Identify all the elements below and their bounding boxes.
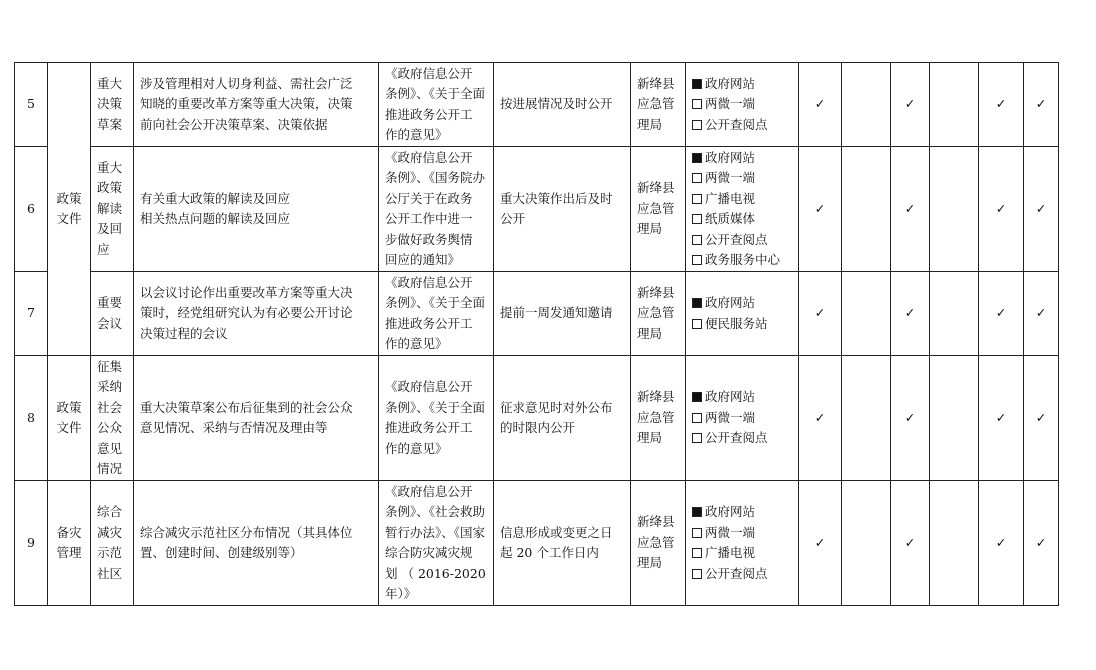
organization-cell — [631, 272, 686, 356]
basis-cell — [379, 481, 494, 606]
text-line: 作的意见》 — [385, 336, 448, 351]
channel-item — [692, 209, 792, 230]
text-line: 置、创建时间、创建级别等） — [140, 545, 303, 560]
text-line: 提前一周发通知邀请 — [500, 305, 613, 321]
text-line: 应急管 — [637, 534, 675, 550]
channel-item — [692, 250, 792, 271]
text-line: 《政府信息公开 — [385, 379, 473, 394]
empty-check-cell — [930, 63, 979, 147]
channel-item — [692, 314, 792, 335]
channel-item — [692, 293, 792, 314]
empty-check-cell — [842, 63, 891, 147]
item-cell — [91, 272, 134, 356]
text-line: 作的意见》 — [385, 127, 448, 142]
channel-label: 便民服务站 — [705, 315, 768, 331]
table-row — [15, 356, 1059, 481]
text-line: 管理 — [56, 545, 82, 560]
text-line: 政策 — [97, 180, 123, 196]
organization-cell — [631, 481, 686, 606]
checked-square-icon — [692, 392, 702, 402]
text-line: 社会 — [97, 399, 123, 415]
channel-item — [692, 387, 792, 408]
text-line: 新绛县 — [637, 75, 675, 91]
channel-label: 广播电视 — [705, 190, 756, 206]
checkmark-icon: ✓ — [1024, 356, 1059, 481]
channels-cell — [686, 63, 799, 147]
channel-label: 两微一端 — [705, 524, 756, 540]
table-row — [15, 63, 1059, 147]
empty-square-icon — [692, 99, 702, 109]
row-number: 9 — [15, 481, 48, 606]
channel-label: 两微一端 — [705, 409, 756, 425]
item-cell — [91, 481, 134, 606]
text-line: 文件 — [56, 420, 82, 435]
empty-square-icon — [692, 173, 702, 183]
text-line: 综合减灾示范社区分布情况（其具体位 — [140, 524, 353, 540]
empty-check-cell — [842, 272, 891, 356]
text-line: 社区 — [97, 565, 123, 581]
channel-label: 两微一端 — [705, 96, 756, 112]
text-line: 决策过程的会议 — [140, 325, 228, 341]
organization-cell — [631, 147, 686, 272]
table-row — [15, 147, 1059, 272]
text-line: 涉及管理相对人切身利益、需社会广泛 — [140, 75, 353, 91]
content-cell — [134, 356, 379, 481]
time-limit-cell — [494, 356, 631, 481]
text-line: 作的意见》 — [385, 440, 448, 456]
category-cell — [48, 356, 91, 481]
table-row — [15, 481, 1059, 606]
text-line: 重要 — [97, 295, 123, 310]
row-number: 8 — [15, 356, 48, 481]
checkmark-icon: ✓ — [979, 356, 1024, 481]
empty-check-cell — [930, 481, 979, 606]
text-line: 条例》、《社会救助 — [385, 504, 486, 519]
text-line: 综合 — [97, 504, 123, 519]
channel-item — [692, 408, 792, 429]
channel-item — [692, 230, 792, 251]
channel-item — [692, 543, 792, 564]
empty-square-icon — [692, 548, 702, 558]
text-line: 应急管 — [637, 409, 675, 425]
basis-cell — [379, 356, 494, 481]
empty-check-cell — [930, 272, 979, 356]
checkmark-icon: ✓ — [1024, 63, 1059, 147]
content-cell — [134, 63, 379, 147]
empty-square-icon — [692, 569, 702, 579]
text-line: 理局 — [637, 221, 663, 237]
checkmark-icon: ✓ — [1024, 481, 1059, 606]
row-number: 7 — [15, 272, 48, 356]
channel-label: 政府网站 — [705, 504, 756, 519]
empty-check-cell — [930, 147, 979, 272]
text-line: 暂行办法》、《国家 — [385, 524, 486, 540]
text-line: 推进政务公开工 — [385, 106, 473, 122]
text-line: 及回 — [97, 221, 123, 237]
text-line: 决策 — [97, 96, 123, 112]
text-line: 回应的通知》 — [385, 252, 461, 267]
text-line: 信息形成或变更之日 — [500, 524, 613, 540]
text-line: 意见情况、采纳与否情况及理由等 — [140, 420, 328, 435]
text-line: 情况 — [97, 461, 123, 476]
disclosure-table — [14, 62, 1059, 606]
checkmark-icon: ✓ — [891, 63, 930, 147]
row-number: 5 — [15, 63, 48, 147]
channel-item — [692, 74, 792, 95]
checkmark-icon: ✓ — [891, 481, 930, 606]
checkmark-icon: ✓ — [799, 63, 842, 147]
text-line: 新绛县 — [637, 180, 675, 196]
text-line: 征求意见时对外公布 — [500, 399, 613, 415]
text-line: 公开 — [500, 211, 526, 226]
text-line: 推进政务公开工 — [385, 420, 473, 435]
text-line: 示范 — [97, 545, 123, 560]
basis-cell — [379, 147, 494, 272]
text-line: 重大 — [97, 75, 123, 91]
basis-cell — [379, 272, 494, 356]
text-line: 应急管 — [637, 305, 675, 321]
text-line: 理局 — [637, 116, 663, 132]
category-cell — [48, 481, 91, 606]
text-line: 《政府信息公开 — [385, 149, 473, 165]
text-line: 征集 — [97, 358, 123, 374]
checkmark-icon: ✓ — [891, 356, 930, 481]
text-line: 综合防灾减灾规 — [385, 545, 473, 560]
text-line: 备灾 — [56, 524, 82, 540]
empty-square-icon — [692, 413, 702, 423]
text-line: 推进政务公开工 — [385, 315, 473, 331]
empty-square-icon — [692, 319, 702, 329]
channel-label: 公开查阅点 — [705, 565, 768, 581]
text-line: 条例》、《国务院办 — [385, 170, 486, 185]
text-line: 政策 — [56, 190, 82, 206]
text-line: 应急管 — [637, 200, 675, 216]
channel-label: 政府网站 — [705, 295, 756, 310]
channel-label: 广播电视 — [705, 545, 756, 560]
category-cell — [48, 63, 91, 356]
item-cell — [91, 356, 134, 481]
checkmark-icon: ✓ — [799, 481, 842, 606]
channel-item — [692, 148, 792, 169]
channel-label: 两微一端 — [705, 170, 756, 185]
checkmark-icon: ✓ — [891, 272, 930, 356]
empty-square-icon — [692, 235, 702, 245]
text-line: 有关重大政策的解读及回应 — [140, 190, 291, 206]
text-line: 年）》 — [385, 586, 417, 601]
checkmark-icon: ✓ — [979, 272, 1024, 356]
text-line: 以会议讨论作出重要改革方案等重大决 — [140, 284, 353, 300]
empty-check-cell — [842, 481, 891, 606]
organization-cell — [631, 356, 686, 481]
channel-label: 公开查阅点 — [705, 116, 768, 132]
text-line: 策时，经党组研究认为有必要公开讨论 — [140, 305, 353, 321]
text-line: 《政府信息公开 — [385, 483, 473, 499]
empty-square-icon — [692, 433, 702, 443]
checkmark-icon: ✓ — [799, 147, 842, 272]
text-line: 解读 — [97, 200, 123, 216]
channels-cell — [686, 356, 799, 481]
organization-cell — [631, 63, 686, 147]
text-line: 重大决策作出后及时 — [500, 190, 613, 206]
empty-square-icon — [692, 528, 702, 538]
channel-item — [692, 168, 792, 189]
checkmark-icon: ✓ — [979, 481, 1024, 606]
checkmark-icon: ✓ — [799, 356, 842, 481]
text-line: 条例》、《关于全面 — [385, 399, 486, 415]
checked-square-icon — [692, 507, 702, 517]
text-line: 新绛县 — [637, 389, 675, 405]
text-line: 减灾 — [97, 524, 123, 540]
channel-label: 政府网站 — [705, 149, 756, 165]
checkmark-icon: ✓ — [979, 147, 1024, 272]
text-line: 的时限内公开 — [500, 420, 576, 435]
channel-label: 政府网站 — [705, 389, 756, 405]
text-line: 公开工作中进一 — [385, 211, 473, 226]
channel-item — [692, 428, 792, 449]
text-line: 意见 — [97, 440, 123, 456]
text-line: 会议 — [97, 315, 123, 331]
text-line: 《政府信息公开 — [385, 274, 473, 290]
time-limit-cell — [494, 272, 631, 356]
text-line: 起 20 个工作日内 — [500, 545, 599, 560]
text-line: 政策 — [56, 399, 82, 415]
content-cell — [134, 481, 379, 606]
text-line: 理局 — [637, 325, 663, 341]
text-line: 新绛县 — [637, 514, 675, 530]
channels-cell — [686, 272, 799, 356]
text-line: 知晓的重要改革方案等重大决策，决策 — [140, 96, 353, 112]
checkmark-icon: ✓ — [799, 272, 842, 356]
channel-label: 政府网站 — [705, 75, 756, 91]
checked-square-icon — [692, 153, 702, 163]
text-line: 划 （ 2016-2020 — [385, 565, 486, 581]
channel-label: 公开查阅点 — [705, 430, 768, 446]
empty-square-icon — [692, 255, 702, 265]
checkmark-icon: ✓ — [979, 63, 1024, 147]
text-line: 采纳 — [97, 379, 123, 394]
text-line: 按进展情况及时公开 — [500, 96, 613, 112]
item-cell — [91, 63, 134, 147]
time-limit-cell — [494, 63, 631, 147]
text-line: 理局 — [637, 555, 663, 571]
table-row — [15, 272, 1059, 356]
content-cell — [134, 272, 379, 356]
checkmark-icon: ✓ — [1024, 147, 1059, 272]
item-cell — [91, 147, 134, 272]
checked-square-icon — [692, 298, 702, 308]
channel-item — [692, 523, 792, 544]
empty-square-icon — [692, 214, 702, 224]
empty-check-cell — [930, 356, 979, 481]
channel-item — [692, 115, 792, 136]
text-line: 条例》、《关于全面 — [385, 295, 486, 310]
text-line: 应急管 — [637, 96, 675, 112]
text-line: 新绛县 — [637, 284, 675, 300]
text-line: 公厅关于在政务 — [385, 190, 473, 206]
checkmark-icon: ✓ — [1024, 272, 1059, 356]
channels-cell — [686, 147, 799, 272]
channel-label: 政务服务中心 — [705, 252, 781, 267]
channel-item — [692, 564, 792, 585]
text-line: 文件 — [56, 211, 82, 226]
channel-item — [692, 189, 792, 210]
text-line: 《政府信息公开 — [385, 65, 473, 81]
text-line: 前向社会公开决策草案、决策依据 — [140, 116, 328, 132]
text-line: 应 — [97, 241, 110, 257]
text-line: 条例》、《关于全面 — [385, 86, 486, 101]
row-number: 6 — [15, 147, 48, 272]
empty-check-cell — [842, 356, 891, 481]
content-cell — [134, 147, 379, 272]
channels-cell — [686, 481, 799, 606]
time-limit-cell — [494, 481, 631, 606]
channel-item — [692, 94, 792, 115]
empty-check-cell — [842, 147, 891, 272]
text-line: 理局 — [637, 430, 663, 446]
empty-square-icon — [692, 194, 702, 204]
text-line: 重大决策草案公布后征集到的社会公众 — [140, 399, 353, 415]
text-line: 草案 — [97, 116, 123, 132]
channel-label: 纸质媒体 — [705, 211, 756, 226]
channel-item — [692, 502, 792, 523]
text-line: 重大 — [97, 159, 123, 175]
time-limit-cell — [494, 147, 631, 272]
text-line: 相关热点问题的解读及回应 — [140, 211, 291, 226]
basis-cell — [379, 63, 494, 147]
text-line: 步做好政务舆情 — [385, 231, 473, 247]
checkmark-icon: ✓ — [891, 147, 930, 272]
text-line: 公众 — [97, 420, 123, 435]
checked-square-icon — [692, 79, 702, 89]
channel-label: 公开查阅点 — [705, 231, 768, 247]
empty-square-icon — [692, 120, 702, 130]
